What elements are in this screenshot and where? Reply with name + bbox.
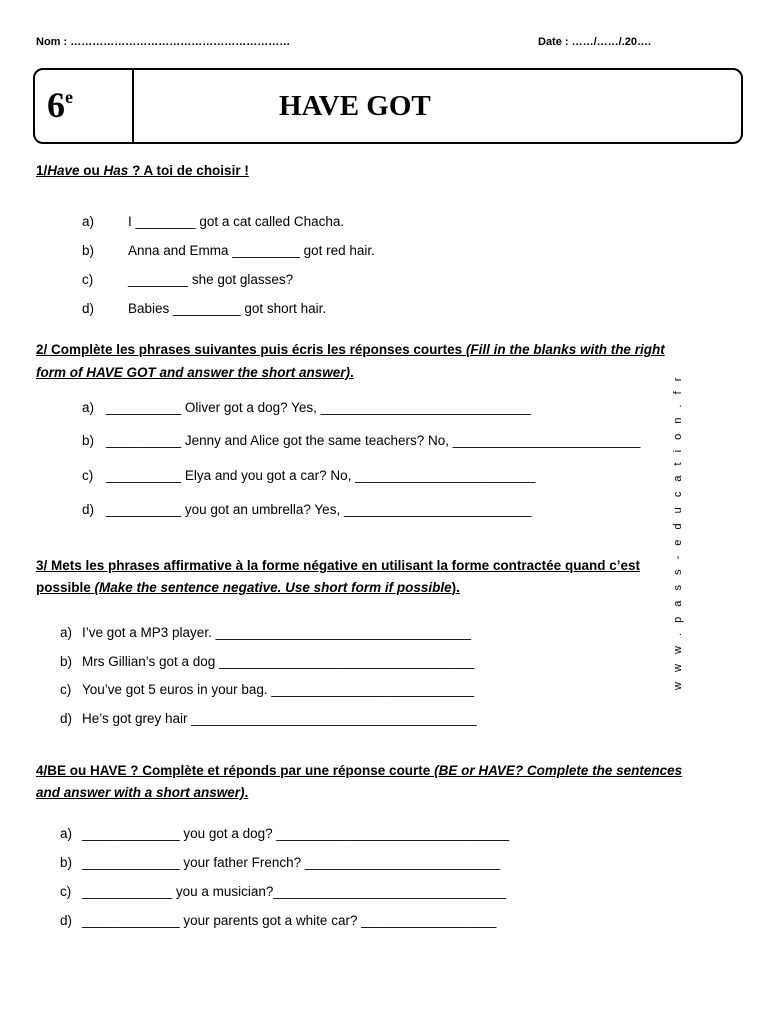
name-field-label: Nom : …………………………………………………… <box>36 36 291 48</box>
section3-item-d: He’s got grey hair ______________________________________ <box>82 711 477 726</box>
section2-item-a: __________ Oliver got a dog? Yes, ____________________________ <box>106 400 531 415</box>
section1-marker-b: b) <box>82 243 95 258</box>
section3-marker-b: b) <box>60 654 73 669</box>
section4-heading-line1: 4/BE ou HAVE ? Complète et réponds par une réponse courte (BE or HAVE? Complete the sentences <box>36 763 683 778</box>
section4-marker-b: b) <box>60 855 73 870</box>
section4-marker-c: c) <box>60 884 72 899</box>
section4-marker-a: a) <box>60 826 73 841</box>
section2-item-c: __________ Elya and you got a car? No, ________________________ <box>106 468 536 483</box>
section4-heading-line2: and answer with a short answer). <box>36 785 249 800</box>
section4-item-a: _____________ you got a dog? _______________________________ <box>82 826 510 841</box>
section4-item-b: _____________ your father French? __________________________ <box>82 855 501 870</box>
section1-marker-d: d) <box>82 301 95 316</box>
section1-item-b: Anna and Emma _________ got red hair. <box>128 243 375 258</box>
section2-heading-line1: 2/ Complète les phrases suivantes puis écris les réponses courtes (Fill in the blanks with the right <box>36 342 665 357</box>
section2-item-d: __________ you got an umbrella? Yes, _________________________ <box>106 502 532 517</box>
section3-heading-line2: possible (Make the sentence negative. Use short form if possible). <box>36 580 460 595</box>
section1-marker-c: c) <box>82 272 94 287</box>
section3-marker-a: a) <box>60 625 73 640</box>
section4-item-d: _____________ your parents got a white car? __________________ <box>82 913 497 928</box>
section4-marker-d: d) <box>60 913 73 928</box>
section3-marker-c: c) <box>60 682 72 697</box>
section1-item-d: Babies _________ got short hair. <box>128 301 327 316</box>
section2-marker-d: d) <box>82 502 95 517</box>
section2-heading-line2: form of HAVE GOT and answer the short answer). <box>36 365 354 380</box>
grade-level <box>47 84 73 126</box>
section4-item-c: ____________ you a musician?_______________________________ <box>82 884 507 899</box>
section3-item-a: I’ve got a MP3 player. __________________________________ <box>82 625 471 640</box>
section1-marker-a: a) <box>82 214 95 229</box>
watermark-url: w w w . p a s s - e d u c a t i o n . f r <box>672 374 684 690</box>
section2-item-b: __________ Jenny and Alice got the same teachers? No, _________________________ <box>106 433 641 448</box>
section3-item-c: You’ve got 5 euros in your bag. ___________________________ <box>82 682 475 697</box>
section2-marker-c: c) <box>82 468 94 483</box>
section3-marker-d: d) <box>60 711 73 726</box>
grade-suffix: e <box>65 87 73 107</box>
section3-item-b: Mrs Gillian’s got a dog __________________________________ <box>82 654 475 669</box>
title-divider <box>132 70 134 142</box>
worksheet-title: HAVE GOT <box>279 90 431 122</box>
section1-item-a: I ________ got a cat called Chacha. <box>128 214 345 229</box>
date-field-label: Date : ……/……/.20…. <box>538 36 652 48</box>
section1-heading: 1/Have ou Has ? A toi de choisir ! <box>36 163 249 178</box>
title-box <box>33 68 743 144</box>
section2-marker-a: a) <box>82 400 95 415</box>
grade-number: 6 <box>47 85 65 125</box>
section2-marker-b: b) <box>82 433 95 448</box>
section1-item-c: ________ she got glasses? <box>128 272 294 287</box>
section3-heading-line1: 3/ Mets les phrases affirmative à la forme négative en utilisant la forme contractée quand c’est <box>36 558 640 573</box>
